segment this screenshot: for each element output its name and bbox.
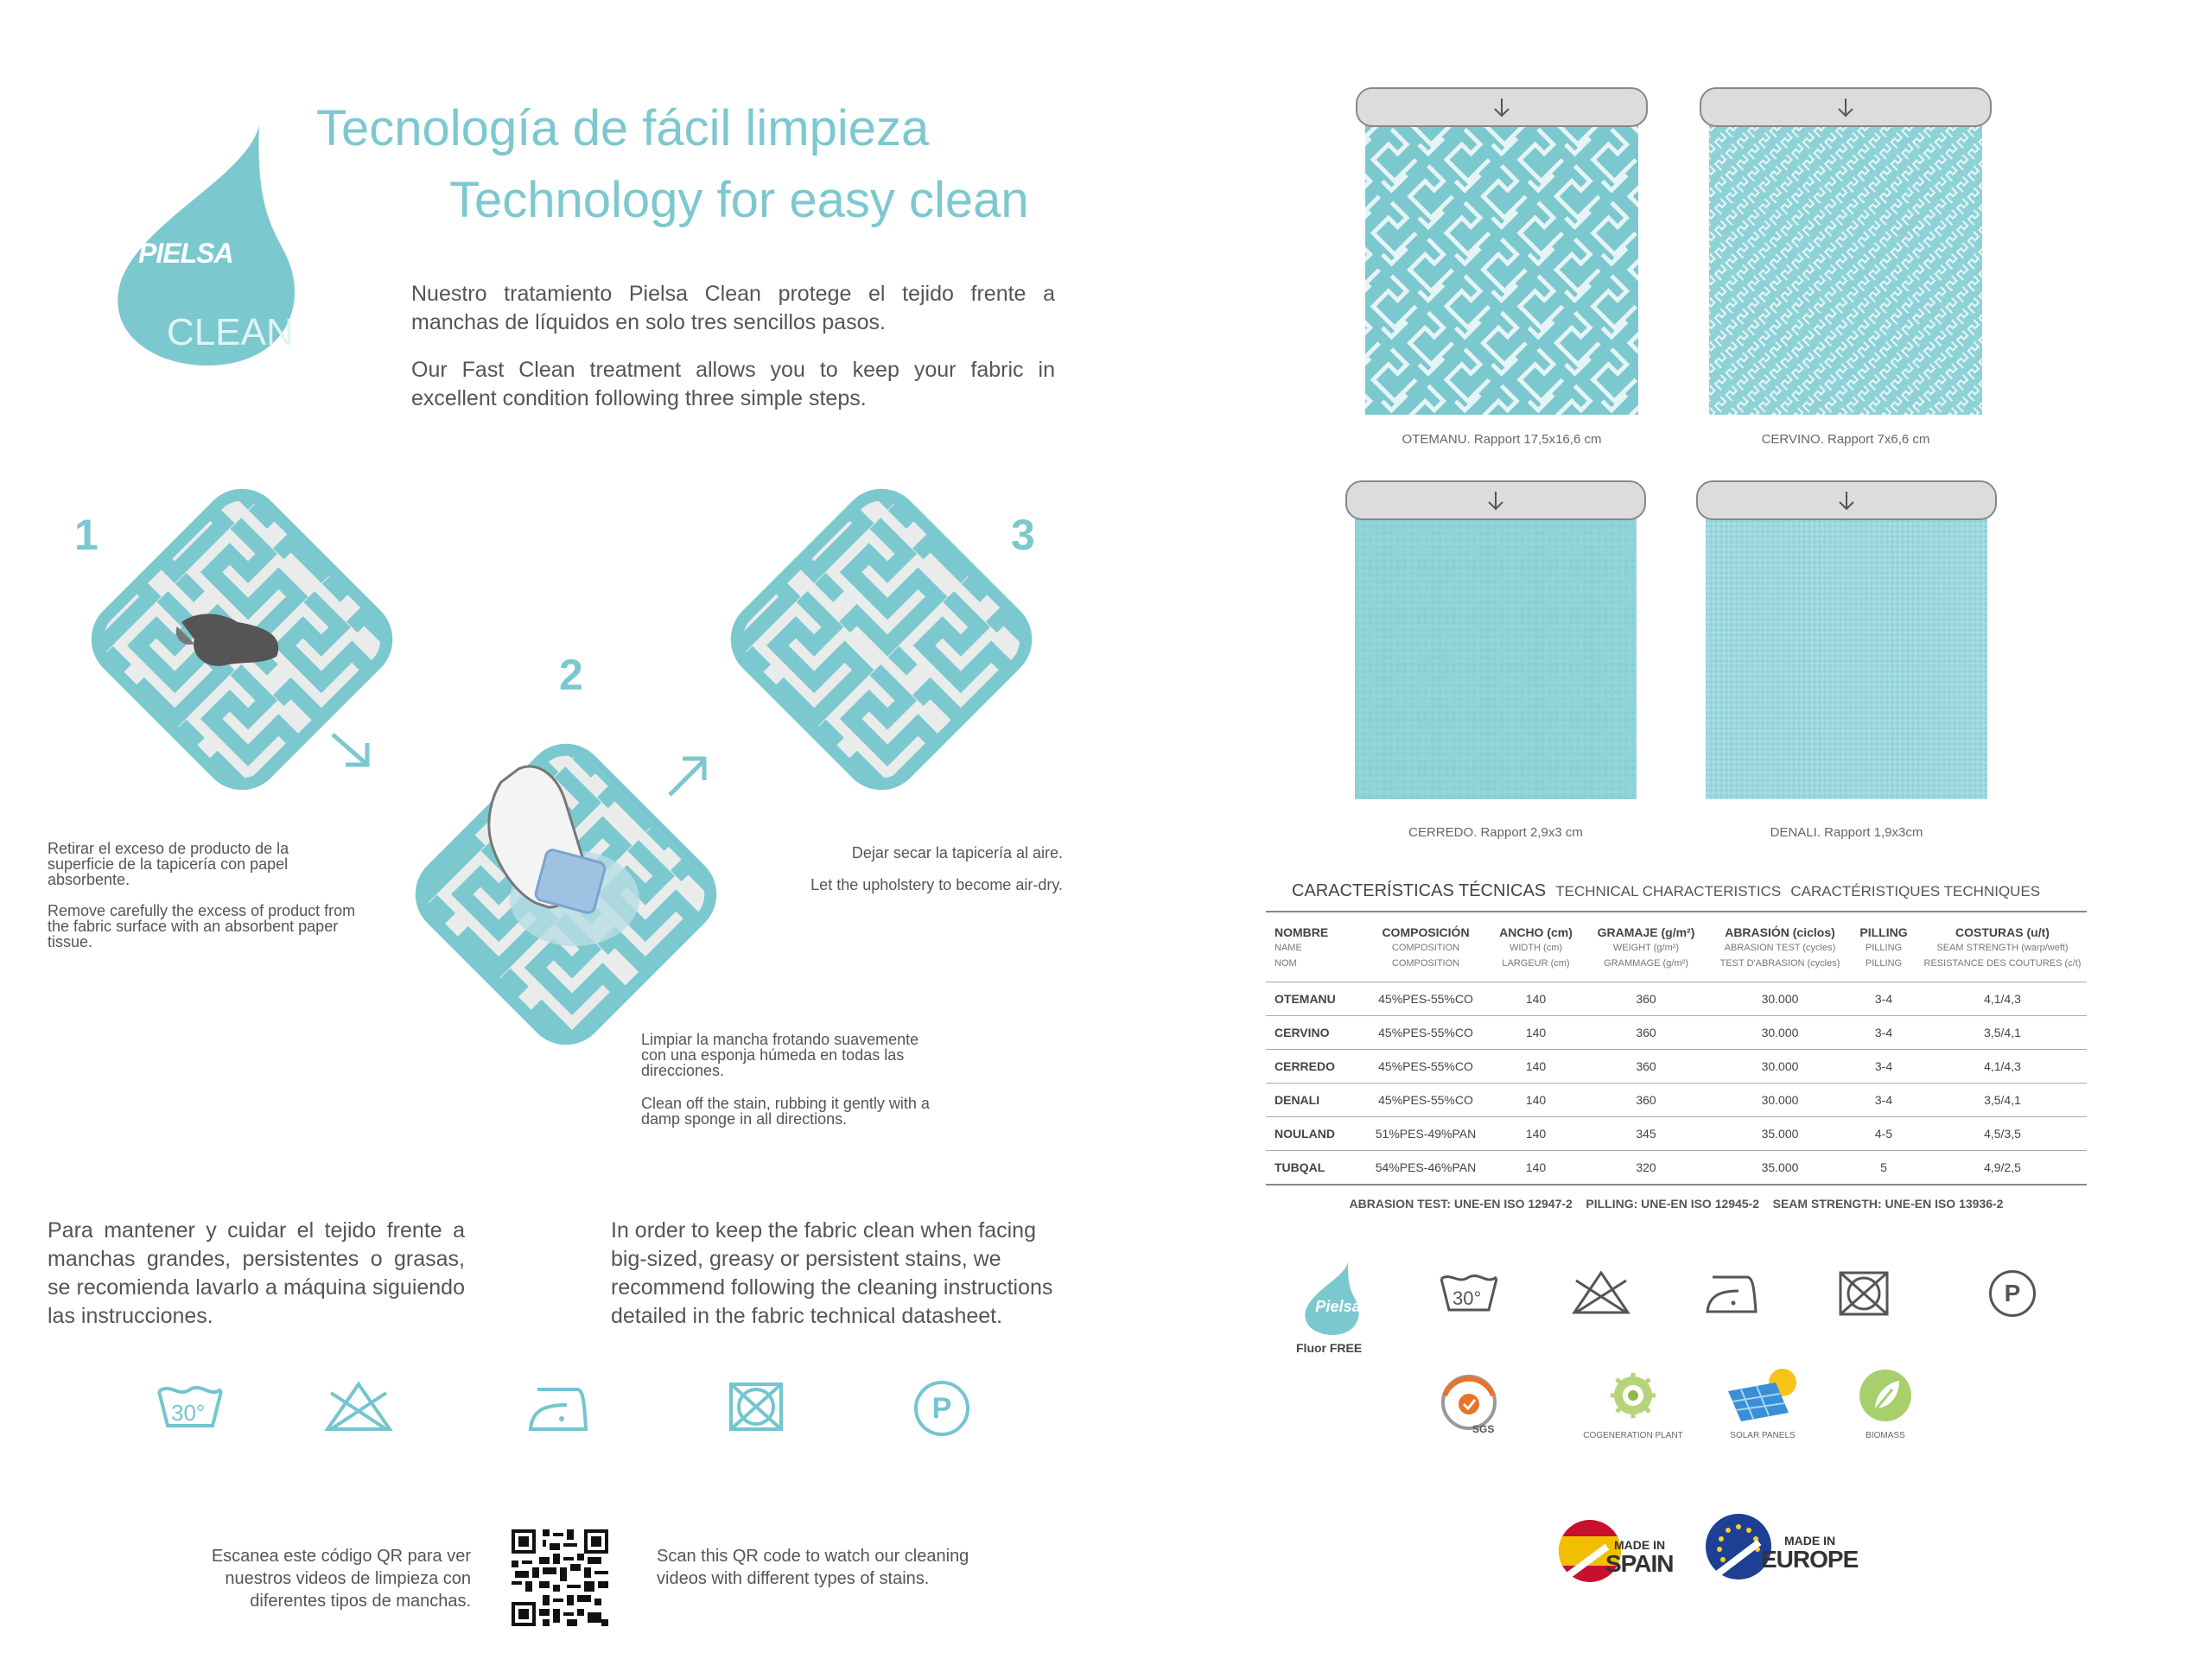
dry-clean-letter-right: P: [2004, 1280, 2021, 1306]
tech-title-es: CARACTERÍSTICAS TÉCNICAS: [1292, 881, 1547, 900]
dry-clean-letter: P: [931, 1392, 952, 1425]
tech-title: [1292, 881, 2040, 901]
table-row: OTEMANU 45%PES-55%CO 140 360 30.000 3-4 4,1/4,3: [1266, 982, 2087, 1015]
caption-cervino: CERVINO. Rapport 7x6,6 cm: [1761, 432, 1930, 447]
col-weight: GRAMAJE (g/m²) WEIGHT (g/m²) GRAMMAGE (g/m²): [1597, 925, 1695, 969]
no-tumble-dry-icon: [726, 1379, 786, 1439]
cogeneration-icon: [1603, 1370, 1663, 1421]
solar-panels-icon: [1724, 1365, 1802, 1426]
no-tumble-dry-icon-right: [1836, 1268, 1891, 1323]
pielsa-clean-logo: [117, 125, 315, 367]
made-in-spain-top: MADE IN: [1614, 1538, 1666, 1552]
qr-code[interactable]: [512, 1529, 608, 1626]
step-2-text-es: Limpiar la mancha frotando suavemente con una esponja húmeda en todas las direcciones.: [641, 1031, 919, 1079]
caption-denali: DENALI. Rapport 1,9x3cm: [1770, 825, 1923, 840]
col-pilling: PILLING PILLING PILLING: [1859, 925, 1908, 969]
made-in-europe-badge: [1702, 1508, 1858, 1594]
svg-text:Pielsa: Pielsa: [1315, 1297, 1361, 1316]
pielsa-clean-small-logo: [1305, 1260, 1365, 1338]
table-row: CERVINO 45%PES-55%CO 140 360 30.000 3-4 3,5/4,1: [1266, 1015, 2087, 1049]
sgs-badge-icon: [1434, 1370, 1503, 1439]
col-name: NOMBRE NAME NOM: [1274, 925, 1329, 969]
col-seam: COSTURAS (u/t) SEAM STRENGTH (warp/weft) RESISTANCE DES COUTURES (c/t): [1923, 925, 2082, 969]
no-bleach-icon: [324, 1381, 393, 1437]
step-1-text-en: Remove carefully the excess of product from the fabric surface with an absorbent paper tissue.: [48, 902, 356, 950]
step-2-text-en: Clean off the stain, rubbing it gently with a damp sponge in all directions.: [641, 1095, 930, 1128]
wash-temp-right: 30°: [1452, 1287, 1482, 1309]
col-abrasion: ABRASIÓN (ciclos) ABRASION TEST (cycles) TEST D'ABRASION (cycles): [1719, 925, 1840, 969]
tech-norms: ABRASION TEST: UNE-EN ISO 12947-2 PILLING: UNE-EN ISO 12945-2 SEAM STRENGTH: UNE-EN ISO 13936-2: [1349, 1197, 2004, 1211]
title-en: Technology for easy clean: [449, 172, 1029, 228]
table-row: CERREDO 45%PES-55%CO 140 360 30.000 3-4 4,1/4,3: [1266, 1049, 2087, 1083]
made-in-europe-country: EUROPE: [1761, 1546, 1859, 1573]
caption-otemanu: OTEMANU. Rapport 17,5x16,6 cm: [1402, 432, 1602, 447]
tech-body: [1266, 982, 2087, 1185]
care-text-es: Para mantener y cuidar el tejido frente a manchas grandes, persistentes o grasas, se recomienda lavarlo a máquina siguiendo las instrucciones.: [48, 1218, 465, 1328]
table-row: TUBQAL 54%PES-46%PAN 140 320 35.000 5 4,9/2,5: [1266, 1150, 2087, 1185]
made-in-spain-badge: [1555, 1512, 1685, 1599]
intro-es: Nuestro tratamiento Pielsa Clean protege el tejido frente a manchas de líquidos en solo tres sencillos pasos.: [411, 282, 1055, 334]
step-2-number: 2: [559, 651, 583, 699]
fluor-free-label: Fluor FREE: [1296, 1341, 1363, 1355]
iron-low-icon: [527, 1381, 596, 1437]
no-bleach-icon-right: [1571, 1270, 1631, 1319]
step-3-number: 3: [1011, 511, 1035, 559]
wash-temp: 30°: [171, 1400, 206, 1426]
logo-subtitle: CLEAN: [167, 311, 294, 353]
tech-title-en: TECHNICAL CHARACTERISTICS: [1555, 883, 1782, 899]
col-composition: COMPOSICIÓN COMPOSITION COMPOSITION: [1382, 925, 1470, 969]
biomass-icon: [1858, 1367, 1913, 1424]
step-3-text-es: Dejar secar la tapicería al aire.: [851, 844, 1063, 861]
dry-clean-p-icon-right: [1989, 1270, 2036, 1317]
fabric-cervino: [1699, 86, 1993, 415]
tech-title-rule: [1266, 911, 2087, 912]
care-text-en: In order to keep the fabric clean when facing big-sized, greasy or persistent stains, we recommend following the cleaning instructions detailed in the fabric technical datasheet.: [611, 1218, 1053, 1328]
wash-30-icon-right: [1439, 1270, 1499, 1315]
made-in-europe-top: MADE IN: [1784, 1534, 1836, 1548]
step-1-text-es: Retirar el exceso de producto de la superficie de la tapicería con papel absorbente.: [48, 840, 289, 888]
biomass-label: BIOMASS: [1866, 1431, 1905, 1440]
table-row: NOULAND 51%PES-49%PAN 140 345 35.000 4-5 4,5/3,5: [1266, 1116, 2087, 1150]
sgs-label: SGS: [1472, 1423, 1495, 1435]
caption-cerredo: CERREDO. Rapport 2,9x3 cm: [1408, 825, 1583, 840]
wash-30-icon: [156, 1381, 225, 1433]
qr-text-en: Scan this QR code to watch our cleaning videos with different types of stains.: [657, 1547, 969, 1588]
col-width: ANCHO (cm) WIDTH (cm) LARGEUR (cm): [1499, 925, 1573, 969]
fabric-denali: [1695, 480, 1998, 799]
solar-panels-label: SOLAR PANELS: [1730, 1431, 1796, 1440]
tech-title-fr: CARACTÉRISTIQUES TECHNIQUES: [1790, 883, 2041, 899]
made-in-spain-country: SPAIN: [1605, 1550, 1674, 1577]
fabric-cerredo: [1344, 480, 1647, 799]
qr-text-es: Escanea este código QR para ver nuestros videos de limpieza con diferentes tipos de manchas.: [211, 1547, 471, 1611]
title-es: Tecnología de fácil limpieza: [316, 100, 930, 156]
step-3-illustration: [691, 449, 1071, 830]
tech-table-wrap: [1266, 925, 2087, 1185]
step-1-number: 1: [74, 511, 99, 559]
tech-header-row: [1266, 925, 2087, 982]
fabric-otemanu: [1355, 86, 1649, 415]
step-3-text-en: Let the upholstery to become air-dry.: [810, 876, 1063, 893]
logo-brand: PIELSA: [138, 238, 233, 269]
tech-table: [1266, 925, 2087, 1185]
table-row: DENALI 45%PES-55%CO 140 360 30.000 3-4 3,5/4,1: [1266, 1083, 2087, 1116]
dry-clean-p-icon: [914, 1381, 969, 1436]
iron-low-icon-right: [1704, 1270, 1764, 1319]
cogeneration-label: COGENERATION PLANT: [1583, 1431, 1683, 1440]
intro-en: Our Fast Clean treatment allows you to keep your fabric in excellent condition following three simple steps.: [411, 358, 1055, 410]
